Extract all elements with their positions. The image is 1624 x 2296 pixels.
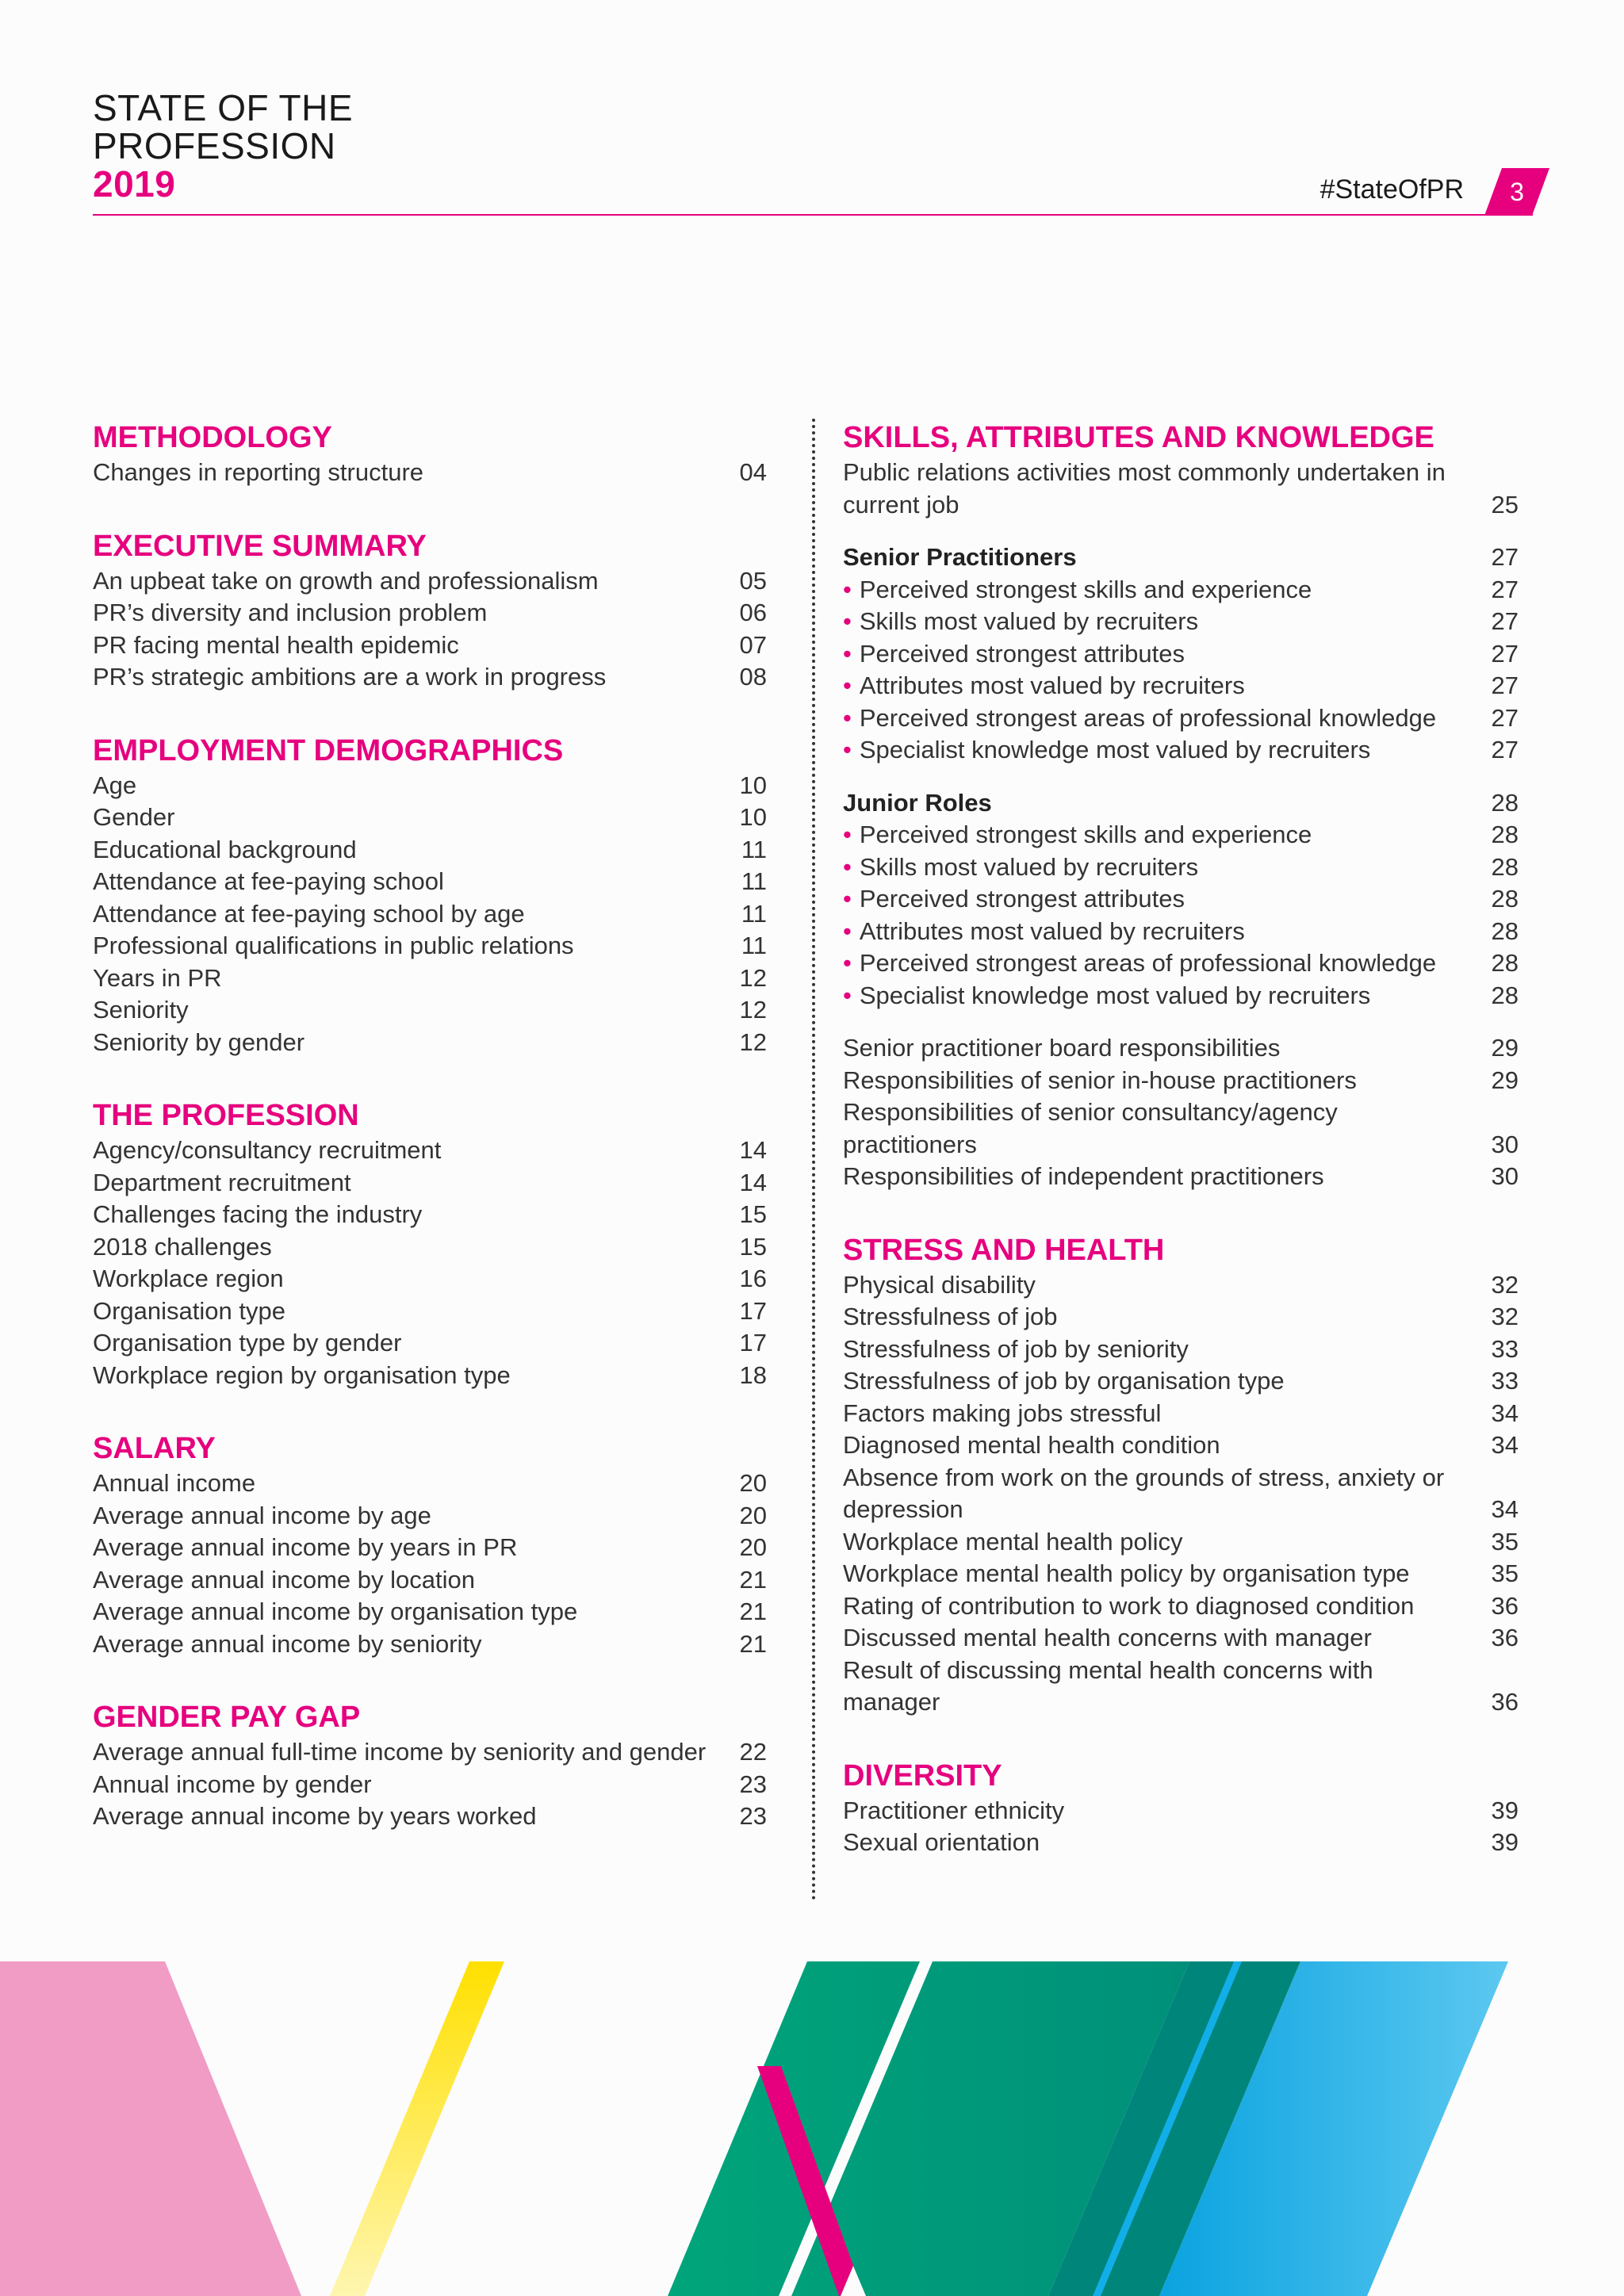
entry-page-number: 27 [1491, 575, 1519, 603]
toc-bullet-entry[interactable] [843, 851, 1519, 884]
toc-entry[interactable] [843, 1032, 1519, 1065]
entry-page-number: 35 [1491, 1559, 1519, 1587]
entry-page-number: 20 [739, 1469, 767, 1497]
entry-page-number: 28 [1491, 852, 1519, 881]
section-title: SKILLS, ATTRIBUTES AND KNOWLEDGE [843, 421, 1434, 454]
entry-page-number: 27 [1491, 736, 1519, 763]
toc-section [93, 1698, 767, 1833]
toc-bullet-entry[interactable] [843, 980, 1519, 1012]
entry-page-number: 17 [739, 1296, 767, 1325]
entry-label: PR’s diversity and inclusion problem [93, 599, 488, 626]
toc-bullet-entry[interactable] [843, 702, 1519, 735]
entry-page-number: 15 [739, 1232, 767, 1261]
pink-stripe [0, 1961, 301, 2296]
diversity-entries [843, 1795, 1519, 1859]
toc-section-diversity [843, 1757, 1519, 1859]
entry-label: Responsibilities of senior in-house practitioners [843, 1066, 1357, 1094]
entry-page-number: 21 [739, 1598, 767, 1625]
toc-entry[interactable] [93, 1628, 767, 1661]
toc-entry[interactable] [843, 1622, 1519, 1655]
entry-label: Factors making jobs stressful [843, 1399, 1162, 1427]
entry-label: Public relations activities most commonly undertaken in current job [843, 458, 1446, 519]
toc-entry[interactable] [93, 1167, 767, 1200]
toc-entry[interactable] [843, 1065, 1519, 1097]
title-line-2: PROFESSION [93, 125, 336, 166]
entry-page-number: 28 [1491, 821, 1519, 848]
toc-entry[interactable] [93, 962, 767, 995]
toc-entry[interactable] [93, 802, 767, 834]
toc-entry[interactable] [93, 994, 767, 1027]
entry-label: Workplace region [93, 1265, 284, 1292]
toc-bullet-entry[interactable] [843, 947, 1519, 980]
entry-page-number: 17 [739, 1329, 767, 1357]
decorative-stripes [0, 1961, 1624, 2296]
entry-page-number: 10 [739, 771, 767, 799]
toc-entry[interactable] [843, 1096, 1519, 1161]
entry-label: PR’s strategic ambitions are a work in progress [93, 663, 607, 691]
entry-label: Changes in reporting structure [93, 458, 424, 486]
toc-entry[interactable] [93, 1769, 767, 1801]
entry-label: Rating of contribution to work to diagnosed condition [843, 1591, 1415, 1620]
entry-label: Organisation type by gender [93, 1329, 402, 1357]
entry-label: Gender [93, 803, 175, 831]
toc-section [93, 1429, 767, 1660]
entry-label: Seniority by gender [93, 1027, 305, 1056]
toc-entry[interactable] [843, 1429, 1519, 1462]
entry-page-number: 28 [1491, 788, 1519, 817]
entry-label: Average annual income by organisation type [93, 1598, 578, 1625]
toc-entry[interactable] [843, 1655, 1519, 1719]
entry-page-number: 35 [1491, 1527, 1519, 1556]
toc-entry[interactable] [843, 1161, 1519, 1193]
toc-entry[interactable] [93, 770, 767, 802]
toc-entry[interactable] [843, 1365, 1519, 1398]
entry-label: Age [93, 771, 137, 799]
entry-label: Workplace mental health policy [843, 1527, 1183, 1556]
entry-label: Average annual income by seniority [93, 1629, 482, 1658]
entry-page-number: 23 [739, 1770, 767, 1798]
toc-entry[interactable] [93, 898, 767, 931]
skills-intro [843, 457, 1519, 521]
toc-entry[interactable] [93, 597, 767, 629]
entry-label: • Perceived strongest areas of professional knowledge [843, 947, 1487, 980]
toc-entry[interactable] [843, 1558, 1519, 1590]
entry-label: Years in PR [93, 963, 222, 992]
entry-page-number: 29 [1491, 1066, 1519, 1094]
entry-page-number: 27 [1491, 639, 1519, 668]
toc-entry[interactable] [93, 1500, 767, 1533]
entry-page-number: 27 [1491, 672, 1519, 699]
toc-section [93, 1096, 767, 1391]
entry-label: Physical disability [843, 1270, 1036, 1299]
senior-practitioners-group [843, 541, 1519, 767]
entry-label: • Perceived strongest skills and experience [843, 819, 1487, 851]
toc-entry[interactable] [93, 1263, 767, 1295]
toc-entry[interactable] [843, 1827, 1519, 1859]
entry-page-number: 14 [739, 1168, 767, 1196]
report-year: 2019 [93, 163, 176, 205]
entry-page-number: 36 [1491, 1688, 1519, 1716]
entry-label: Average annual income by location [93, 1565, 475, 1594]
header-rule [93, 214, 1533, 216]
toc-entry[interactable] [843, 1269, 1519, 1302]
toc-entry[interactable] [93, 1231, 767, 1264]
entry-page-number: 22 [739, 1738, 767, 1766]
entry-label: Workplace mental health policy by organisation type [843, 1559, 1410, 1587]
entry-page-number: 28 [1491, 885, 1519, 913]
hashtag: #StateOfPR [1320, 174, 1464, 205]
toc-left-column [93, 419, 767, 1871]
toc-entry[interactable] [93, 629, 767, 662]
entry-label: • Specialist knowledge most valued by recruiters [843, 734, 1487, 767]
entry-label: Responsibilities of senior consultancy/agency practitioners [843, 1098, 1338, 1158]
toc-entry[interactable] [93, 1800, 767, 1833]
toc-subheading[interactable] [843, 541, 1519, 574]
toc-section [93, 732, 767, 1059]
entry-page-number: 16 [739, 1265, 767, 1292]
entry-label: Sexual orientation [843, 1828, 1040, 1856]
section-title: EXECUTIVE SUMMARY [93, 529, 427, 563]
entry-page-number: 12 [739, 963, 767, 992]
page-number-badge [1484, 168, 1549, 216]
toc-entry[interactable] [93, 1295, 767, 1328]
entry-label: • Perceived strongest areas of professional knowledge [843, 702, 1487, 735]
toc-entry[interactable] [93, 1027, 767, 1059]
entry-label: Annual income [93, 1469, 256, 1497]
entry-label: • Attributes most valued by recruiters [843, 916, 1487, 948]
entry-page-number: 27 [1491, 703, 1519, 732]
responsibilities-group [843, 1032, 1519, 1193]
entry-label: Absence from work on the grounds of stress, anxiety or depression [843, 1463, 1445, 1523]
entry-label: Stressfulness of job [843, 1303, 1058, 1330]
entry-label: Stressfulness of job by organisation type [843, 1367, 1285, 1395]
toc-entry[interactable] [93, 457, 767, 489]
entry-label: Workplace region by organisation type [93, 1360, 511, 1389]
page-number: 3 [1510, 178, 1524, 206]
toc-subheading[interactable] [843, 787, 1519, 820]
entry-label: Average annual income by age [93, 1501, 431, 1529]
toc-entry[interactable] [93, 866, 767, 898]
entry-page-number: 07 [739, 630, 767, 659]
entry-page-number: 11 [741, 835, 767, 863]
entry-page-number: 06 [739, 599, 767, 626]
toc-entry[interactable] [843, 1795, 1519, 1827]
entry-page-number: 28 [1491, 916, 1519, 945]
junior-roles-group [843, 787, 1519, 1012]
entry-label: Responsibilities of independent practitioners [843, 1162, 1324, 1190]
entry-page-number: 34 [1491, 1431, 1519, 1459]
toc-section [93, 527, 767, 694]
toc-entry[interactable] [93, 1135, 767, 1167]
toc-section-stress [843, 1231, 1519, 1719]
entry-label: Diagnosed mental health condition [843, 1431, 1220, 1459]
entry-label: Result of discussing mental health concerns with manager [843, 1655, 1373, 1716]
entry-page-number: 11 [741, 932, 767, 959]
entry-page-number: 04 [739, 458, 767, 486]
section-title: THE PROFESSION [93, 1099, 359, 1132]
toc-bullet-entry[interactable] [843, 606, 1519, 638]
entry-label: Agency/consultancy recruitment [93, 1136, 442, 1164]
toc-entry[interactable] [93, 1468, 767, 1500]
entry-page-number: 39 [1491, 1828, 1519, 1856]
entry-label: Practitioner ethnicity [843, 1796, 1065, 1824]
entry-label: Stressfulness of job by seniority [843, 1334, 1189, 1363]
stress-entries [843, 1269, 1519, 1719]
toc-entry[interactable] [93, 1199, 767, 1231]
entry-page-number: 21 [739, 1629, 767, 1658]
toc-entry[interactable] [93, 1736, 767, 1769]
report-title [93, 89, 353, 203]
toc-entry[interactable] [93, 565, 767, 598]
entry-page-number: 05 [739, 566, 767, 595]
entry-page-number: 11 [741, 899, 767, 928]
entry-page-number: 23 [739, 1802, 767, 1830]
entry-page-number: 10 [739, 803, 767, 831]
toc-entry[interactable] [843, 1398, 1519, 1430]
entry-label: 2018 challenges [93, 1232, 272, 1261]
section-title: GENDER PAY GAP [93, 1701, 361, 1734]
entry-page-number: 34 [1491, 1399, 1519, 1427]
toc-entry[interactable] [843, 1334, 1519, 1366]
entry-page-number: 11 [741, 867, 767, 895]
toc-bullet-entry[interactable] [843, 734, 1519, 767]
entry-page-number: 32 [1491, 1270, 1519, 1299]
toc-entry[interactable] [843, 1462, 1519, 1526]
entry-label: Attendance at fee-paying school by age [93, 899, 525, 928]
entry-page-number: 25 [1491, 490, 1519, 519]
entry-label: • Skills most valued by recruiters [843, 851, 1487, 884]
section-title: METHODOLOGY [93, 421, 332, 454]
entry-label: Organisation type [93, 1296, 285, 1325]
entry-page-number: 39 [1491, 1796, 1519, 1824]
entry-label: An upbeat take on growth and professionalism [93, 566, 599, 595]
entry-page-number: 34 [1491, 1495, 1519, 1523]
entry-page-number: 27 [1491, 543, 1519, 571]
toc-bullet-entry[interactable] [843, 819, 1519, 851]
entry-label: Senior practitioner board responsibilities [843, 1034, 1281, 1062]
entry-page-number: 20 [739, 1533, 767, 1561]
entry-page-number: 30 [1491, 1162, 1519, 1190]
entry-page-number: 32 [1491, 1303, 1519, 1330]
entry-page-number: 12 [739, 996, 767, 1024]
entry-page-number: 20 [739, 1501, 767, 1529]
entry-label: PR facing mental health epidemic [93, 630, 459, 659]
entry-label: Senior Practitioners [843, 543, 1077, 571]
yellow-stripe [330, 1961, 504, 2296]
section-title: EMPLOYMENT DEMOGRAPHICS [93, 733, 564, 767]
entry-label: Attendance at fee-paying school [93, 867, 444, 895]
entry-label: Educational background [93, 835, 357, 863]
toc-bullet-entry[interactable] [843, 670, 1519, 702]
title-line-1: STATE OF THE [93, 87, 354, 128]
entry-label: Average annual full-time income by seniority and gender [93, 1738, 707, 1766]
entry-page-number: 30 [1491, 1130, 1519, 1158]
entry-label: Challenges facing the industry [93, 1200, 423, 1228]
toc-bullet-entry[interactable] [843, 916, 1519, 948]
entry-page-number: 28 [1491, 949, 1519, 977]
toc-entry[interactable] [843, 457, 1519, 521]
entry-page-number: 15 [739, 1200, 767, 1228]
toc-bullet-entry[interactable] [843, 883, 1519, 916]
entry-page-number: 28 [1491, 981, 1519, 1009]
entry-page-number: 33 [1491, 1367, 1519, 1395]
entry-label: • Attributes most valued by recruiters [843, 670, 1487, 702]
column-divider [812, 419, 815, 1901]
toc-entry[interactable] [93, 1564, 767, 1597]
toc-entry[interactable] [93, 661, 767, 694]
toc-entry[interactable] [93, 834, 767, 867]
entry-page-number: 29 [1491, 1034, 1519, 1062]
entry-page-number: 08 [739, 663, 767, 691]
entry-label: Average annual income by years worked [93, 1802, 537, 1830]
toc-bullet-entry[interactable] [843, 574, 1519, 607]
entry-label: Discussed mental health concerns with manager [843, 1624, 1372, 1651]
entry-label: Junior Roles [843, 788, 992, 817]
entry-page-number: 18 [739, 1360, 767, 1389]
section-title: DIVERSITY [843, 1758, 1002, 1793]
entry-label: Seniority [93, 996, 189, 1024]
toc-entry[interactable] [843, 1301, 1519, 1334]
entry-label: • Perceived strongest skills and experience [843, 574, 1487, 607]
toc-entry[interactable] [93, 930, 767, 962]
entry-page-number: 14 [739, 1136, 767, 1164]
entry-label: • Perceived strongest attributes [843, 638, 1487, 671]
toc-right-column [843, 419, 1519, 1897]
entry-page-number: 36 [1491, 1591, 1519, 1620]
toc-entry[interactable] [93, 1327, 767, 1360]
toc-entry[interactable] [843, 1590, 1519, 1623]
entry-label: • Skills most valued by recruiters [843, 606, 1487, 638]
toc-section-skills [843, 419, 1519, 1193]
entry-label: Annual income by gender [93, 1770, 372, 1798]
entry-label: Professional qualifications in public relations [93, 932, 574, 959]
entry-page-number: 36 [1491, 1624, 1519, 1651]
entry-page-number: 27 [1491, 607, 1519, 635]
toc-entry[interactable] [843, 1526, 1519, 1559]
toc-bullet-entry[interactable] [843, 638, 1519, 671]
toc-section [93, 419, 767, 489]
entry-label: • Perceived strongest attributes [843, 883, 1487, 916]
toc-entry[interactable] [93, 1532, 767, 1564]
entry-label: • Specialist knowledge most valued by recruiters [843, 980, 1487, 1012]
section-title: STRESS AND HEALTH [843, 1233, 1165, 1267]
entry-label: Department recruitment [93, 1168, 351, 1196]
toc-entry[interactable] [93, 1596, 767, 1628]
section-title: SALARY [93, 1432, 216, 1465]
toc-entry[interactable] [93, 1360, 767, 1392]
entry-page-number: 33 [1491, 1334, 1519, 1363]
entry-page-number: 12 [739, 1027, 767, 1056]
entry-page-number: 21 [739, 1565, 767, 1594]
entry-label: Average annual income by years in PR [93, 1533, 518, 1561]
